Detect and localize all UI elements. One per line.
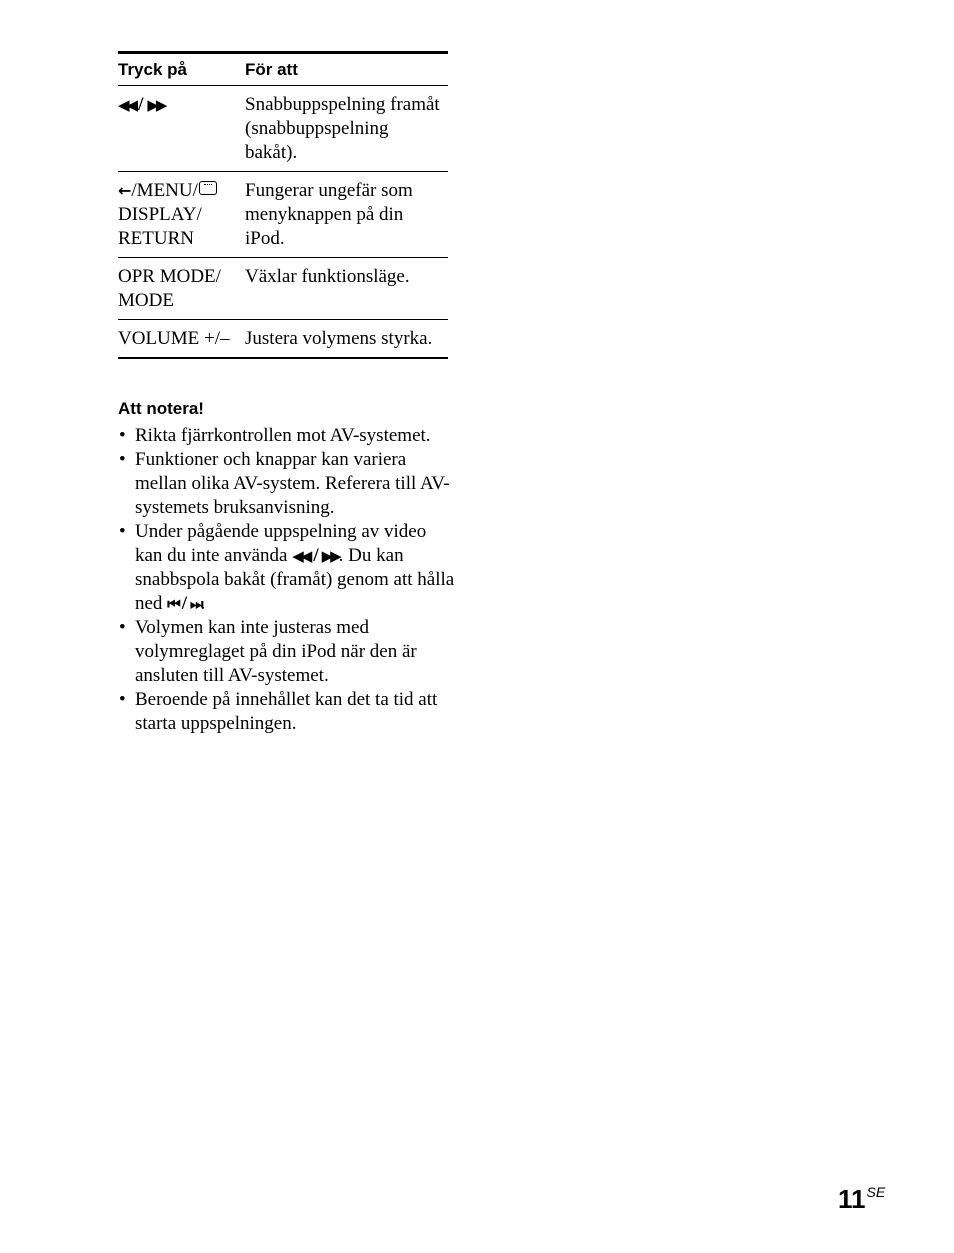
next-track-icon: ⏭: [189, 595, 201, 613]
note-text: . Du kan snabbspola bakåt (framåt) genom att hålla ned: [135, 545, 455, 614]
note-heading: Att notera!: [118, 399, 204, 418]
description-cell: Fungerar ungefär som menyknappen på din iPod.: [245, 172, 448, 258]
rewind-icon: ◀◀: [118, 96, 136, 114]
list-item: [118, 520, 458, 616]
fast-forward-icon: ▶▶: [147, 96, 165, 114]
column-header-purpose: För att: [245, 53, 448, 86]
page-number-suffix: SE: [866, 1184, 886, 1200]
note-text: .: [200, 593, 206, 614]
table-header-row: [118, 53, 448, 86]
list-item: • Beroende på innehållet kan det ta tid att starta uppspelningen.: [118, 688, 458, 736]
rewind-icon: ◀◀: [292, 547, 310, 565]
key-label-menu: /MENU/: [131, 180, 198, 201]
list-item: • Funktioner och knappar kan variera mellan olika AV-system. Referera till AV-systemets bruksanvisning.: [118, 448, 458, 520]
key-separator: /: [181, 593, 187, 614]
table-row: [118, 172, 448, 258]
previous-track-icon: ⏮: [167, 595, 178, 613]
description-cell: Snabbuppspelning framåt (snabbuppspelning bakåt).: [245, 86, 448, 172]
key-separator: /: [138, 94, 144, 115]
description-cell: Växlar funktionsläge.: [245, 258, 448, 320]
page-number-value: 11: [838, 1184, 866, 1214]
key-cell: VOLUME +/–: [118, 328, 230, 349]
display-icon: [199, 181, 217, 195]
key-cell: [118, 86, 245, 172]
note-text: Under pågående uppspelning av video kan du inte använda: [135, 521, 427, 566]
list-item: • Rikta fjärrkontrollen mot AV-systemet.: [118, 424, 458, 448]
key-cell: [118, 172, 245, 258]
column-header-press: Tryck på: [118, 53, 245, 86]
back-arrow-icon: ←: [118, 181, 132, 200]
key-separator: /: [313, 545, 319, 566]
controls-table: [118, 51, 448, 359]
note-list: [118, 424, 458, 736]
page-number: [838, 1177, 885, 1214]
description-cell: Justera volymens styrka.: [245, 328, 433, 349]
list-item: • Volymen kan inte justeras med volymreglaget på din iPod när den är ansluten till AV-systemet.: [118, 616, 458, 688]
table-row: [118, 258, 448, 320]
fast-forward-icon: ▶▶: [321, 547, 339, 565]
table-row: [118, 86, 448, 172]
key-label-display-return: DISPLAY/ RETURN: [118, 204, 202, 249]
table-row: [118, 320, 448, 359]
key-cell: OPR MODE/ MODE: [118, 258, 245, 320]
